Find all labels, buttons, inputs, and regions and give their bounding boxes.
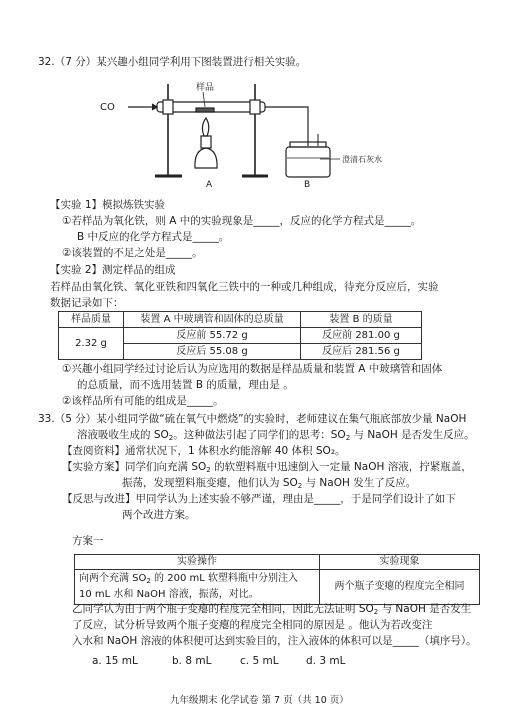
analysis-line-2: 的总质量，而不选用装置 B 的质量，理由是 。 xyxy=(77,379,294,391)
analysis-line-3: ②该样品所有可能的组成是_____。 xyxy=(62,395,224,407)
option-d: d. 3 mL xyxy=(306,655,346,667)
limewater-label: 澄清石灰水 xyxy=(342,155,382,164)
table-cell: 反应后 281.56 g xyxy=(301,344,422,360)
alcohol-burner xyxy=(195,148,217,168)
exp2-title: 【实验 2】测定样品的组成 xyxy=(50,264,176,276)
q33-para-2: 了反应，试分析导致两个瓶子变瘪的程度完全相同的原因是 。他认为若改变注 xyxy=(72,619,433,631)
q33-line-7: 两个改进方案。 xyxy=(122,509,196,521)
table-header: 实验操作 xyxy=(75,555,320,570)
table-header: 装置 A 中玻璃管和固体的总质量 xyxy=(124,312,301,328)
option-a: a. 15 mL xyxy=(92,655,138,667)
plan-table xyxy=(74,554,480,605)
table-cell: 反应后 55.08 g xyxy=(124,344,301,360)
exp1-title: 【实验 1】模拟炼铁实验 xyxy=(50,199,166,211)
apparatus-b-label: B xyxy=(304,180,311,190)
table-header: 装置 B 的质量 xyxy=(301,312,422,328)
q33-line-6: 【反思与改进】甲同学认为上述实验不够严谨，理由是_____，于是同学们设计了如下 xyxy=(62,493,456,505)
table-header: 样品质量 xyxy=(59,312,124,328)
q33-line-3: 【查阅资料】通常状况下，1 体积水约能溶解 40 体积 SO₂。 xyxy=(62,445,346,457)
outlet-tube xyxy=(265,107,308,146)
apparatus-a-label: A xyxy=(206,180,213,190)
option-c: c. 5 mL xyxy=(240,655,279,667)
q32-header: 32.（7 分）某兴趣小组同学利用下图装置进行相关实验。 xyxy=(38,56,307,68)
exp1-line-1: ①若样品为氧化铁，则 A 中的实验现象是_____，反应的化学方程式是_____。 xyxy=(62,215,422,227)
sample-label: 样品 xyxy=(196,83,215,93)
table-cell: 2.32 g xyxy=(59,328,124,360)
q33-line-1: 33.（5 分）某小组同学做“硫在氧气中燃烧”的实验时，老师建议在集气瓶底部放少量 NaOH xyxy=(38,413,467,425)
q33-line-4: 【实验方案】同学们向充满 $SO_2$ 的软塑料瓶中迅速倒入一定量 NaOH 溶液，拧紧瓶盖， xyxy=(62,461,472,474)
sample-powder xyxy=(196,108,214,112)
q33-para-1: 乙同学认为由于两个瓶子变瘪的程度完全相同，因此无法证明 $SO_2$ 与 NaOH 是否发生 xyxy=(72,603,472,616)
q33-line-5: 振荡，发现塑料瓶变瘪，他们认为 $SO_2$ 与 NaOH 发生了反应。 xyxy=(122,477,417,490)
exp1-line-2: B 中反应的化学方程式是_____。 xyxy=(77,231,230,243)
flame xyxy=(202,118,208,136)
analysis-line-1: ①兴趣小组同学经过讨论后认为应选用的数据是样品质量和装置 A 中玻璃管和固体 xyxy=(62,363,443,375)
burner-neck xyxy=(201,136,211,148)
q33-para-3: 入水和 NaOH 溶液的体积便可达到实验目的，注入液体的体积可以是_____（填序号）。 xyxy=(72,635,477,647)
exp2-line-1: 若样品由氧化铁、氧化亚铁和四氧化三铁中的一种或几种组成，待充分反应后，实验 xyxy=(50,281,439,293)
table-cell: 反应前 55.72 g xyxy=(124,328,301,344)
exp1-line-3: ②该装置的不足之处是_____。 xyxy=(62,247,203,259)
co-label: CO xyxy=(100,102,115,113)
gas-bottle xyxy=(286,147,330,177)
table-cell: 两个瓶子变瘪的程度完全相同 xyxy=(320,570,480,605)
table-cell: 向两个充满 $SO_2$ 的 200 mL 软塑料瓶中分别注入 10 mL 水和 NaOH 溶液，振荡，对比。 xyxy=(75,570,320,605)
q33-line-2: 溶液吸收生成的 $SO_2$。这种做法引起了同学们的思考：$SO_2$ 与 NaOH 是否发生反应。 xyxy=(77,429,475,442)
page-footer: 九年级期末 化学试卷 第 7 页（共 10 页） xyxy=(170,695,349,706)
experiment-apparatus-diagram xyxy=(100,74,400,194)
plan-title: 方案一 xyxy=(72,535,104,547)
exp2-line-2: 数据记录如下： xyxy=(50,297,124,309)
option-b: b. 8 mL xyxy=(172,655,212,667)
table-cell: 反应前 281.00 g xyxy=(301,328,422,344)
table-header: 实验现象 xyxy=(320,555,480,570)
data-table xyxy=(58,311,422,360)
